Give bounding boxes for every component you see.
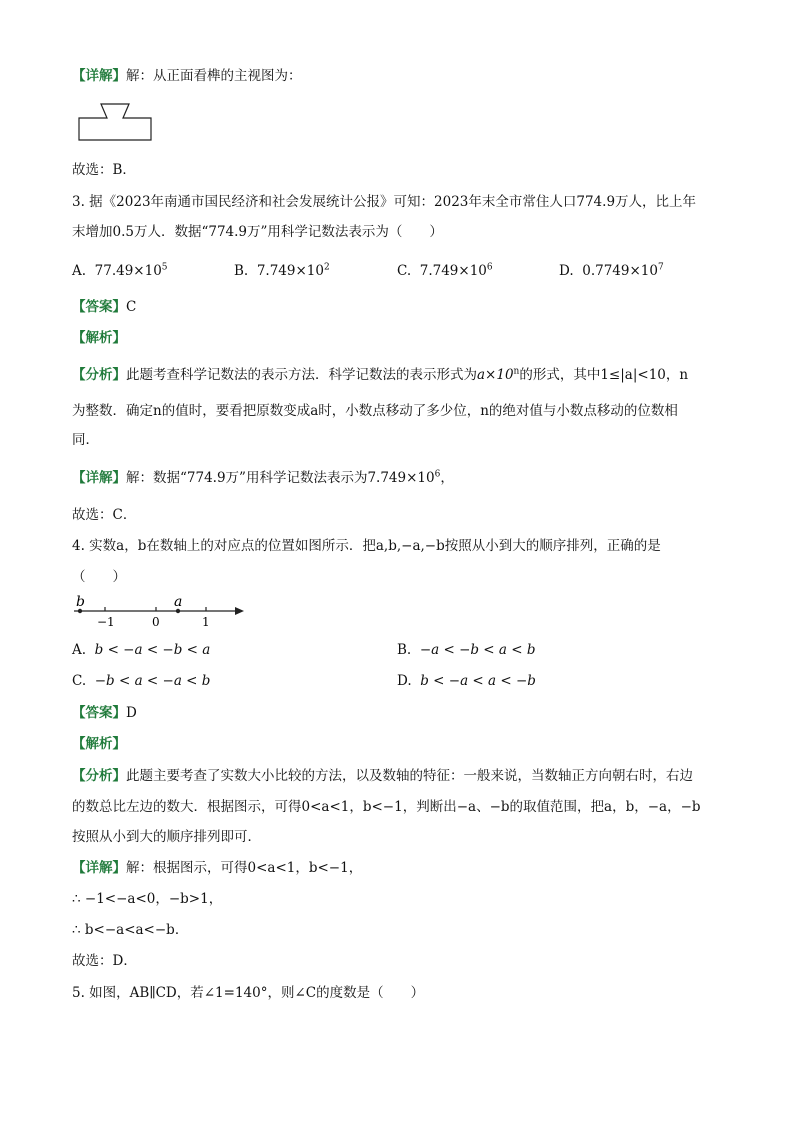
fenxi-text: 此题考查科学记数法的表示方法．科学记数法的表示形式为: [126, 367, 477, 383]
q3-option-b[interactable]: [234, 262, 330, 280]
q4-step2: ∴ b<−a<a<−b．: [72, 922, 189, 938]
q2-choice: 故选：B．: [72, 162, 136, 178]
q3-fenxi-line1: [72, 366, 688, 384]
detail-end: ，: [440, 470, 454, 486]
q5-stem: 5. 如图，AB∥CD，若∠1=140°，则∠C的度数是（ ）: [72, 985, 425, 1001]
option-label: C.: [397, 263, 412, 279]
q4-step1: ∴ −1<−a<0，−b>1，: [72, 891, 223, 907]
q3-fenxi-line2: 为整数．确定n的值时，要看把原数变成a时，小数点移动了多少位，n的绝对值与小数点移动的位数相: [72, 403, 678, 419]
q3-option-d[interactable]: [559, 262, 664, 280]
tick-label-zero: 0: [152, 615, 160, 629]
q2-detail-line: [72, 67, 302, 85]
front-view-figure: [78, 103, 154, 143]
front-view-outline: [79, 104, 151, 140]
option-exp: 6: [486, 262, 493, 273]
q3-answer-line: [72, 298, 136, 316]
option-label: D.: [397, 673, 412, 689]
number-line-arrow: [235, 607, 244, 615]
q4-analysis-tag: [72, 735, 126, 753]
q3-choice: 故选：C．: [72, 507, 137, 523]
option-exp: 5: [161, 262, 168, 273]
q3-analysis-tag: [72, 329, 126, 347]
q3-fenxi-line3: 同．: [72, 432, 99, 448]
option-label: B.: [397, 642, 412, 658]
fenxi-range: 1≤|a|<10，n: [600, 367, 689, 383]
option-text: b < −a < −b < a: [94, 642, 211, 658]
option-text: b < −a < a < −b: [420, 673, 536, 689]
option-label: D.: [559, 263, 574, 279]
q4-option-b[interactable]: [397, 641, 536, 659]
q4-option-c[interactable]: [72, 672, 210, 690]
option-exp: 2: [323, 262, 330, 273]
label-b: b: [76, 594, 85, 610]
detail-text: 解：根据图示，可得0<a<1，b<−1，: [126, 860, 363, 876]
fenxi-formula: a×10: [477, 367, 514, 383]
fenxi-tag: 【分析】: [72, 768, 126, 784]
analysis-tag: 【解析】: [72, 736, 126, 752]
option-exp: 7: [657, 262, 664, 273]
option-text: −b < a < −a < b: [94, 673, 211, 689]
detail-text: 解：数据“774.9万”用科学记数法表示为7.749×10: [126, 470, 435, 486]
q3-option-c[interactable]: [397, 262, 493, 280]
option-label: A.: [72, 642, 87, 658]
fenxi-formula-exp: n: [513, 366, 520, 377]
answer-tag: 【答案】: [72, 299, 126, 315]
q4-detail-line: [72, 859, 362, 877]
fenxi-tag: 【分析】: [72, 367, 126, 383]
detail-tag: 【详解】: [72, 470, 126, 486]
q4-answer-line: [72, 704, 137, 722]
q3-stem-line1: 3. 据《2023年南通市国民经济和社会发展统计公报》可知：2023年末全市常住人口774.9万人，比上年: [72, 194, 697, 210]
tick-label-one: 1: [202, 615, 210, 629]
detail-tag: 【详解】: [72, 860, 126, 876]
q4-option-d[interactable]: [397, 672, 536, 690]
option-label: B.: [234, 263, 249, 279]
option-label: A.: [72, 263, 87, 279]
number-line-figure: [72, 592, 252, 634]
detail-tag: 【详解】: [72, 68, 126, 84]
q4-option-a[interactable]: [72, 641, 210, 659]
option-text: −a < −b < a < b: [419, 642, 536, 658]
detail-exp: 6: [434, 469, 441, 480]
option-label: C.: [72, 673, 87, 689]
q4-fenxi-line2: 的数总比左边的数大．根据图示，可得0<a<1，b<−1，判断出−a、−b的取值范围，把a，b，−a，−b: [72, 799, 701, 815]
label-a: a: [174, 594, 183, 610]
option-base: 77.49×10: [94, 263, 162, 279]
option-base: 7.749×10: [419, 263, 487, 279]
q3-option-a[interactable]: [72, 262, 168, 280]
analysis-tag: 【解析】: [72, 330, 126, 346]
fenxi-text: 此题主要考查了实数大小比较的方法，以及数轴的特征：一般来说，当数轴正方向朝右时，右边: [126, 768, 693, 784]
q4-stem-line1: 4. 实数a，b在数轴上的对应点的位置如图所示．把a,b,−a,−b按照从小到大的顺序排列，正确的是: [72, 538, 661, 554]
q4-stem-line2: （ ）: [72, 569, 126, 585]
option-base: 0.7749×10: [582, 263, 658, 279]
q4-fenxi-line3: 按照从小到大的顺序排列即可．: [72, 829, 261, 845]
q3-detail-line: [72, 469, 454, 487]
q4-fenxi-line1: [72, 767, 693, 785]
fenxi-text-b: 的形式，其中: [519, 367, 601, 383]
q3-stem-line2: 末增加0.5万人．数据“774.9万”用科学记数法表示为（ ）: [72, 224, 443, 240]
detail-text: 解：从正面看榫的主视图为：: [126, 68, 302, 84]
answer-tag: 【答案】: [72, 705, 126, 721]
tick-label-minus-one: −1: [97, 615, 115, 629]
answer-value: D: [126, 705, 137, 721]
answer-value: C: [126, 299, 137, 315]
option-base: 7.749×10: [256, 263, 324, 279]
q4-choice: 故选：D．: [72, 953, 137, 969]
